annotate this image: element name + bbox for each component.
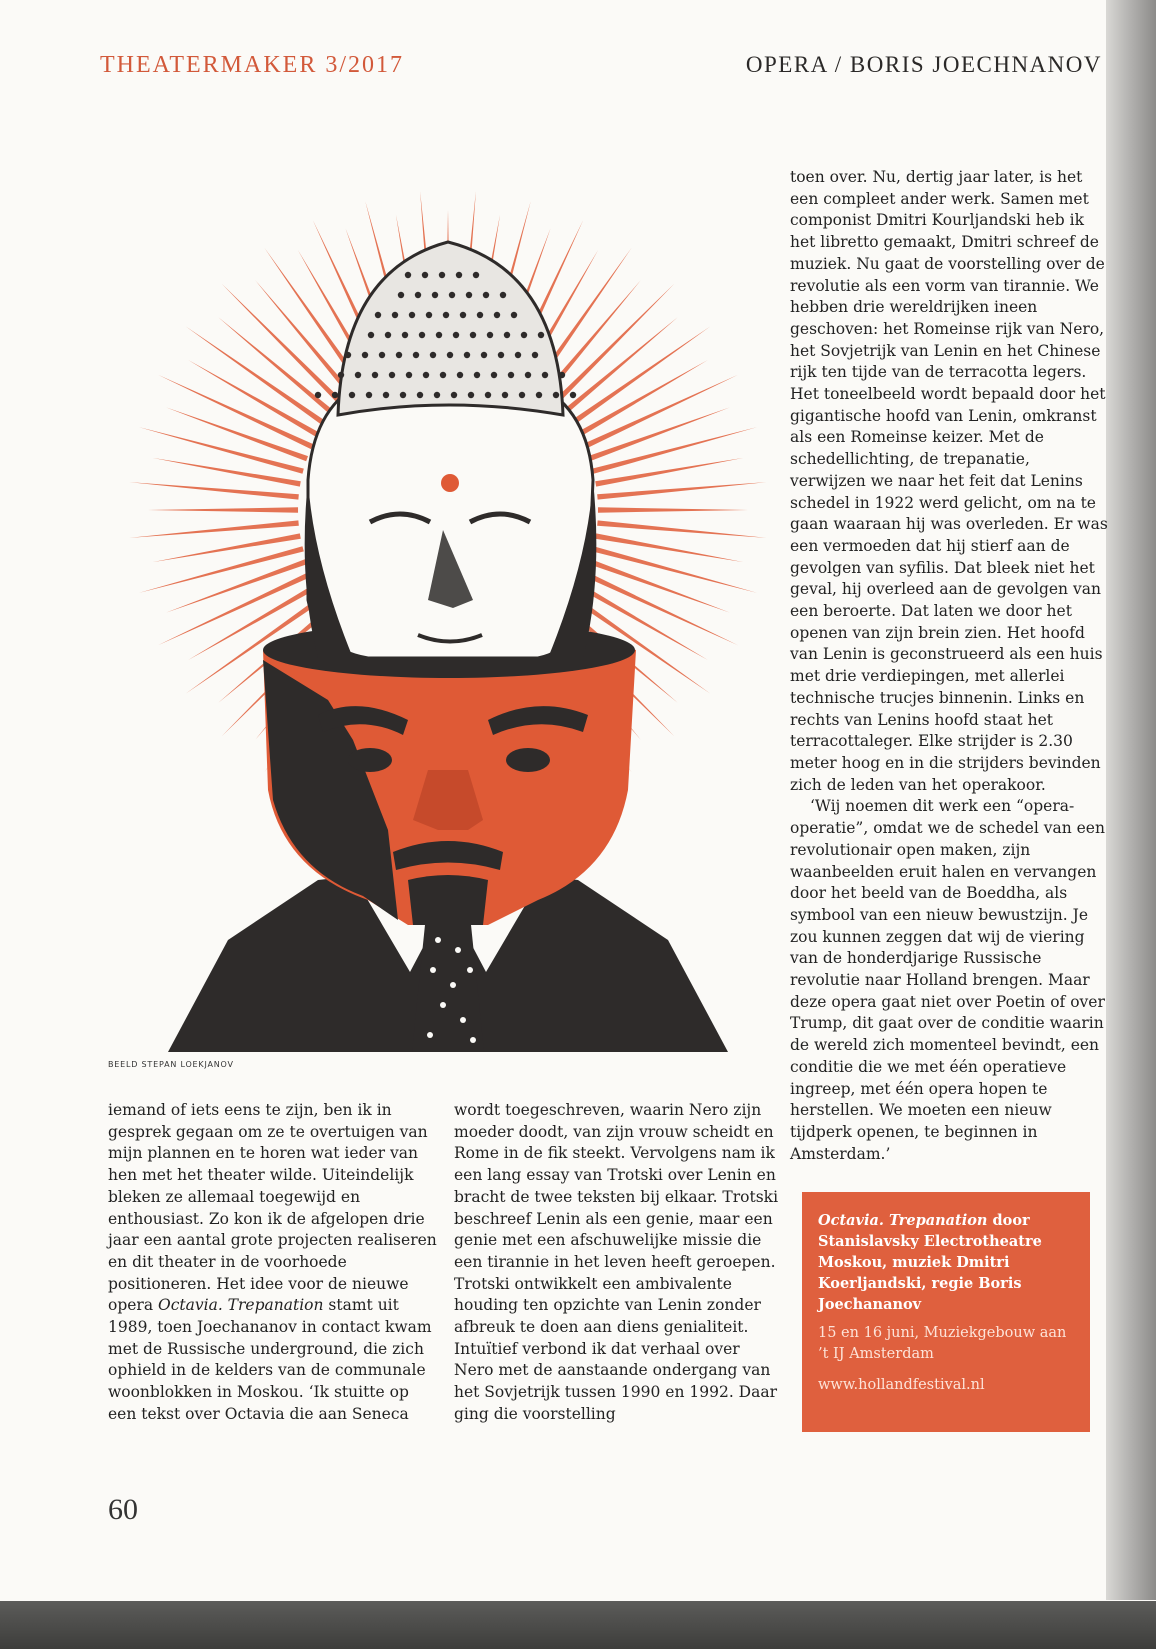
hair-curl xyxy=(349,392,355,398)
article-column-middle xyxy=(454,1100,784,1426)
hair-curl xyxy=(559,372,565,378)
hair-curl xyxy=(345,352,351,358)
page-number: 60 xyxy=(108,1493,138,1526)
magazine-running-head: THEATERMAKER 3/2017 xyxy=(100,52,404,78)
hair-curl xyxy=(423,372,429,378)
hair-curl xyxy=(426,312,432,318)
hair-curl xyxy=(409,312,415,318)
text-run: iemand of iets eens te zijn, ben ik in gesprek gegaan om ze te overtuigen van mijn plannen en te horen wat ieder van hen met het theater wilde. Uiteindelijk bleken ze allemaal toegewijd en enthousiast. Zo kon ik de afgelopen drie jaar een aantal grote projecten realiseren en dit theater in de voorhoede positioneren. Het idee voor de nieuwe opera xyxy=(108,1101,437,1315)
hair-curl xyxy=(474,372,480,378)
hair-curl xyxy=(485,392,491,398)
hair-curl xyxy=(368,332,374,338)
event-website-link[interactable]: www.hollandfestival.nl xyxy=(818,1377,985,1393)
hair-curl xyxy=(355,372,361,378)
hair-curl xyxy=(315,392,321,398)
text-run: stamt uit 1989, toen Joechananov in contact kwam met de Russische underground, die zich ophield in de kelders van de communale woonblokken in Moskou. ‘Ik stuitte op een tekst over Octavia die aan Seneca xyxy=(108,1296,432,1423)
hair-curl xyxy=(398,292,404,298)
hair-curl xyxy=(553,392,559,398)
article-column-left xyxy=(108,1100,438,1426)
hair-curl xyxy=(383,392,389,398)
hair-curl xyxy=(481,352,487,358)
event-title xyxy=(818,1210,1074,1315)
hair-curl xyxy=(396,352,402,358)
opera-title: Octavia. Trepanation xyxy=(158,1296,324,1315)
paragraph xyxy=(108,1100,438,1426)
hair-curl xyxy=(375,312,381,318)
hair-curl xyxy=(430,352,436,358)
hair-curl xyxy=(400,392,406,398)
hair-curl xyxy=(332,392,338,398)
image-credit: BEELD STEPAN LOEKJANOV xyxy=(108,1060,234,1069)
hair-curl xyxy=(440,372,446,378)
hair-curl xyxy=(536,392,542,398)
hair-curl xyxy=(525,372,531,378)
hair-curl xyxy=(508,372,514,378)
section-running-head: OPERA / BORIS JOECHNANOV xyxy=(745,52,1102,77)
hair-curl xyxy=(466,292,472,298)
hair-curl xyxy=(491,372,497,378)
hair-curl xyxy=(473,272,479,278)
hair-curl xyxy=(443,312,449,318)
hair-curl xyxy=(451,392,457,398)
hair-curl xyxy=(502,392,508,398)
hair-curl xyxy=(477,312,483,318)
hair-curl xyxy=(413,352,419,358)
hair-curl xyxy=(406,372,412,378)
paragraph: toen over. Nu, dertig jaar later, is het een compleet ander werk. Samen met componist Dmitri Kourljandski heb ik het libretto gemaakt, Dmitri schreef de muziek. Nu gaat de voorstelling over de revolutie als een vorm van tirannie. We hebben drie wereldrijken ineen geschoven: het Romeinse rijk van Nero, het Sovjetrijk van Lenin en het Chinese rijk ten tijde van de terracotta legers. Het toneelbeeld wordt bepaald door het gigantische hoofd van Lenin, omkranst als een Romeinse keizer. Met de schedellichting, de trepanatie, verwijzen we naar het feit dat Lenins schedel in 1922 werd gelicht, om na te gaan waaraan hij was overleden. Er was een vermoeden dat hij stierf aan de gevolgen van syfilis. Dat bleek niet het geval, hij overleed aan de gevolgen van een beroerte. Dat laten we door het openen van zijn brein zien. Het hoofd van Lenin is geconstrueerd als een huis met drie verdiepingen, met allerlei technische trucjes binnenin. Links en rechts van Lenins hoofd staat het terracottaleger. Elke strijder is 2.30 meter hoog en in die strijders bevinden zich de leden van het operakoor. xyxy=(790,168,1108,794)
hair-curl xyxy=(487,332,493,338)
paragraph: ‘Wij noemen dit werk een “opera-operatie”, omdat we de schedel van een revolutionair open maken, zijn waanbeelden eruit halen en vervangen door het beeld van de Boeddha, als symbool van een nieuw bewustzijn. Je zou kunnen zeggen dat wij de viering van de honderdjarige Russische revolutie naar Holland brengen. Maar deze opera gaat niet over Poetin of over Trump, dit gaat over de conditie waarin de wereld zich momenteel bevindt, een conditie die we met één operatieve ingreep, met één opera hopen te herstellen. We moeten een nieuw tijdperk openen, te beginnen in Amsterdam.’ xyxy=(790,797,1105,1163)
page-edge xyxy=(1106,0,1156,1600)
buddha-head xyxy=(308,385,593,658)
hair-curl xyxy=(389,372,395,378)
hair-curl xyxy=(511,312,517,318)
hair-curl xyxy=(436,332,442,338)
hair-curl xyxy=(338,372,344,378)
hair-curl xyxy=(470,332,476,338)
event-dates: 15 en 16 juni, Muziekgebouw aan ’t IJ Amsterdam xyxy=(818,1325,1067,1362)
hair-curl xyxy=(362,352,368,358)
lenin-buddha-illustration xyxy=(108,180,786,1052)
hair-curl xyxy=(417,392,423,398)
scanner-bottom-strip xyxy=(0,1601,1156,1649)
hair-curl xyxy=(515,352,521,358)
hair-curl xyxy=(456,272,462,278)
hair-curl xyxy=(402,332,408,338)
hair-curl xyxy=(570,392,576,398)
hair-curl xyxy=(392,312,398,318)
hair-curl xyxy=(366,392,372,398)
hair-curl xyxy=(447,352,453,358)
hair-curl xyxy=(449,292,455,298)
hair-curl xyxy=(532,352,538,358)
hair-curl xyxy=(483,292,489,298)
hair-curl xyxy=(521,332,527,338)
hair-curl xyxy=(415,292,421,298)
hair-curl xyxy=(538,332,544,338)
hair-curl xyxy=(439,272,445,278)
event-title-italic: Octavia. Trepanation xyxy=(818,1212,988,1229)
event-credits: door Stanislavsky Electrotheatre Moskou, muziek Dmitri Koerljandski, regie Boris Joechananov xyxy=(818,1212,1042,1313)
hair-curl xyxy=(385,332,391,338)
hair-curl xyxy=(419,332,425,338)
hair-curl xyxy=(379,352,385,358)
hair-curl xyxy=(464,352,470,358)
hair-curl xyxy=(434,392,440,398)
hair-curl xyxy=(519,392,525,398)
hair-curl xyxy=(372,372,378,378)
hair-curl xyxy=(432,292,438,298)
hair-curl xyxy=(422,272,428,278)
hair-curl xyxy=(460,312,466,318)
hair-curl xyxy=(468,392,474,398)
event-info-box xyxy=(802,1192,1090,1432)
hair-curl xyxy=(500,292,506,298)
hair-curl xyxy=(504,332,510,338)
hair-curl xyxy=(453,332,459,338)
paragraph: wordt toegeschreven, waarin Nero zijn moeder doodt, van zijn vrouw scheidt en Rome in de fik steekt. Vervolgens nam ik een lang essay van Trotski over Lenin en bracht de twee teksten bij elkaar. Trotski beschreef Lenin als een genie, maar een genie met een afschuwelijke missie die een tirannie in het leven heeft geroepen. Trotski ontwikkelt een ambivalente houding ten opzichte van Lenin zonder afbreuk te doen aan diens genialiteit. Intuïtief verbond ik dat verhaal over Nero met de aanstaande ondergang van het Sovjetrijk tussen 1990 en 1992. Daar ging die voorstelling xyxy=(454,1101,779,1423)
hair-curl xyxy=(542,372,548,378)
hair-curl xyxy=(405,272,411,278)
urna-dot xyxy=(441,474,459,492)
hair-curl xyxy=(457,372,463,378)
article-column-right xyxy=(790,167,1108,1165)
hair-curl xyxy=(498,352,504,358)
beard xyxy=(408,875,488,925)
hair-curl xyxy=(494,312,500,318)
